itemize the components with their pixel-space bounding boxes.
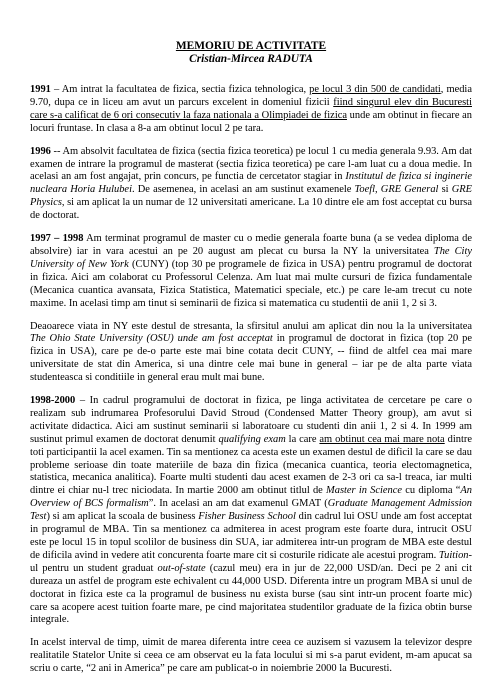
text-run: si [438,184,452,196]
underlined-text: pe locul 3 din 500 de candidati [309,84,441,95]
italic-text: Toefl, GRE General [354,184,439,196]
text-run: -- Am absolvit facultatea de fizica (sectia fizica teoretica) pe locul 1 cu media generala 9.93. Am dat examen de intrare la programul de masterat (sectia fizica teoretica) pe care l-am luat cu a doua medie. In acelasi an am fost angajat, prin concurs, pe functia de cercetator stagiar in [30,145,472,183]
paragraph [30,321,472,386]
text-run: In acelst interval de timp, uimit de marea diferenta intre ceea ce auzisem si vazusem la televizor despre realitatile Statelor Unite si ceea ce am observat eu la fata locului si mi s-a parut evident, m-am apucat sa scriu o carte, “2 ani in America” pe care am publicat-o in noiembrie 2000 la Bucuresti. [30,637,472,675]
underlined-text: am obtinut cea mai mare nota [319,433,445,445]
paragraph-year: 1997 – 1998 [30,233,84,245]
document-page [30,40,472,686]
text-run: (cazul meu) era in jur de 22,000 USD/an. Deci pe 2 ani cit dureaza un astfel de program este echivalent cu 44,000 USD. Diferenta intre un program MBA si unul de doctorat in fizica este ca la programul de business nu exista burse (sau sint intr-un procent foarte mic) care sa acopere acest tuition foarte mare, pe cind majoritatea studentilor graduate de la fizica obtin burse integrale. [30,562,472,626]
paragraph [30,84,472,136]
italic-text: Fisher Business School [198,511,296,523]
text-run: unde am obtinut in fiecare an locuri fruntase. In clasa a 8-a am obtinut locul 2 pe tara. [30,109,472,134]
paragraph-year: 1991 [30,84,51,95]
italic-text: The City University of New York [30,245,472,270]
text-run: dintre toti participantii la acel examen. Tin sa mentionez ca acesta este un examen destul de dificil la care se dau probleme serioase din toate materiile de baza din fizica (mecanica cuantica, teoria electomagnetica, statistica, mecanica analitica). Foarte multi studenti dau acest examen de 2-3 ori ca sa-l treaca, iar multi dintre ei chiar nu-l trec niciodata. In martie 2000 am obtinut titlul de [30,433,472,497]
text-run: ) si am aplicat la scoala de business [46,511,199,523]
text-run: , media 9.70, dupa ce in liceu am avut un parcurs excelent in domeniul fizicii [30,84,472,108]
italic-text: An Overview of BCS formalism [30,485,472,510]
italic-text: qualifying exam [218,433,286,445]
text-run: la care [285,433,320,445]
text-run: Deaoarece viata in NY este destul de stresanta, la sfirsitul anului am aplicat din nou la la universitatea [30,320,472,332]
text-run: in programul de doctorat in fizica (top 20 pe fizica in USA), care pe de-o parte este mai bine cotata decit CUNY, -- fiind de altfel cea mai mare universitate de stat din America, si una dintre cele mai bune in general – iar pe de alta parte viata studenteasca si conditiile in general erau mult mai bune. [30,333,472,384]
paragraph [30,395,472,627]
text-run: Am terminat programul de master cu o medie generala foarte buna (a se vedea diploma de absolvire) iar in vara acestui an pe 20 august am plecat cu bursa la NY la universitatea [30,233,473,257]
italic-text: Institutul de fizica si inginerie nucleara Horia Hulubei [30,171,472,196]
italic-text: The Ohio State University (OSU) unde am fost acceptat [30,333,273,345]
document-title: MEMORIU DE ACTIVITATE [175,40,327,52]
text-run: (CUNY) (top 30 pe programele de fizica in USA) pentru programul de doctorat in fizica. Aici am colaborat cu Professorul Celenza. Am luat mai multe cursuri de fizica fundamentale (Mecanica cuantica avansata, Fizica Statistica, Matematici speciale, etc.) pe care le-am trecut cu note maxime. In acelasi timp am tinut si seminarii de fizica si matematica cu studentii de anii 1, 2 si 3. [30,258,473,309]
text-run: – In cadrul programului de doctorat in fizica, pe linga activitatea de cercetare pe care o realizam sub indrumarea Profesorului David Stroud (Condensed Matter Theory group), am avut si activitate didactica. Aici am sustinut seminarii si laboratoare cu studenti din anii 1, 2 si 4. In 1999 am sustinut primul examen de doctorat denumit [30,395,472,445]
paragraph-year: 1996 [30,145,51,157]
text-run: -ul pentru un student graduat [30,549,472,574]
italic-text: Master in Science [326,485,403,497]
text-run: – Am intrat la facultatea de fizica, sectia fizica tehnologica, [50,84,310,95]
text-run: din cadrul lui OSU unde am fost acceptat in programul de MBA. Tin sa mentionez ca admiterea in acest program este foarte dura, intrucit OSU este pe locul 15 in topul scolilor de business din SUA, iar admiterea intr-un program de MBA este destul de dificila avind in vedere atit concurenta foarte mare cit si costurile ridicate ale acestui program. [30,511,472,561]
paragraph [30,637,472,676]
paragraph-year: 1998-2000 [30,395,76,407]
paragraph [30,233,472,310]
text-run: ”. In acelasi an am dat examenul GMAT ( [148,498,328,510]
paragraph [30,146,472,223]
author-name: Cristian-Mircea RADUTA [189,53,313,65]
underlined-text: fiind singurul elev din Bucuresti care s-a calificat de 6 ori consecutiv la faza nationala a Olimpiadei de fizica [30,96,472,121]
italic-text: Graduate Management Admission Test [30,498,472,523]
text-run: , si am aplicat la un numar de 12 universitati americane. La 10 dintre ele am fost acceptat cu bursa de doctorat. [30,197,472,222]
text-run: . De asemenea, in acelasi an am sustinut examenele [131,184,355,196]
italic-text: out-of-state [157,562,206,574]
italic-text: Tuition [438,549,469,561]
italic-text: GRE Physics [30,184,473,209]
document-body [30,84,472,676]
text-run: cu diploma “ [402,485,461,497]
